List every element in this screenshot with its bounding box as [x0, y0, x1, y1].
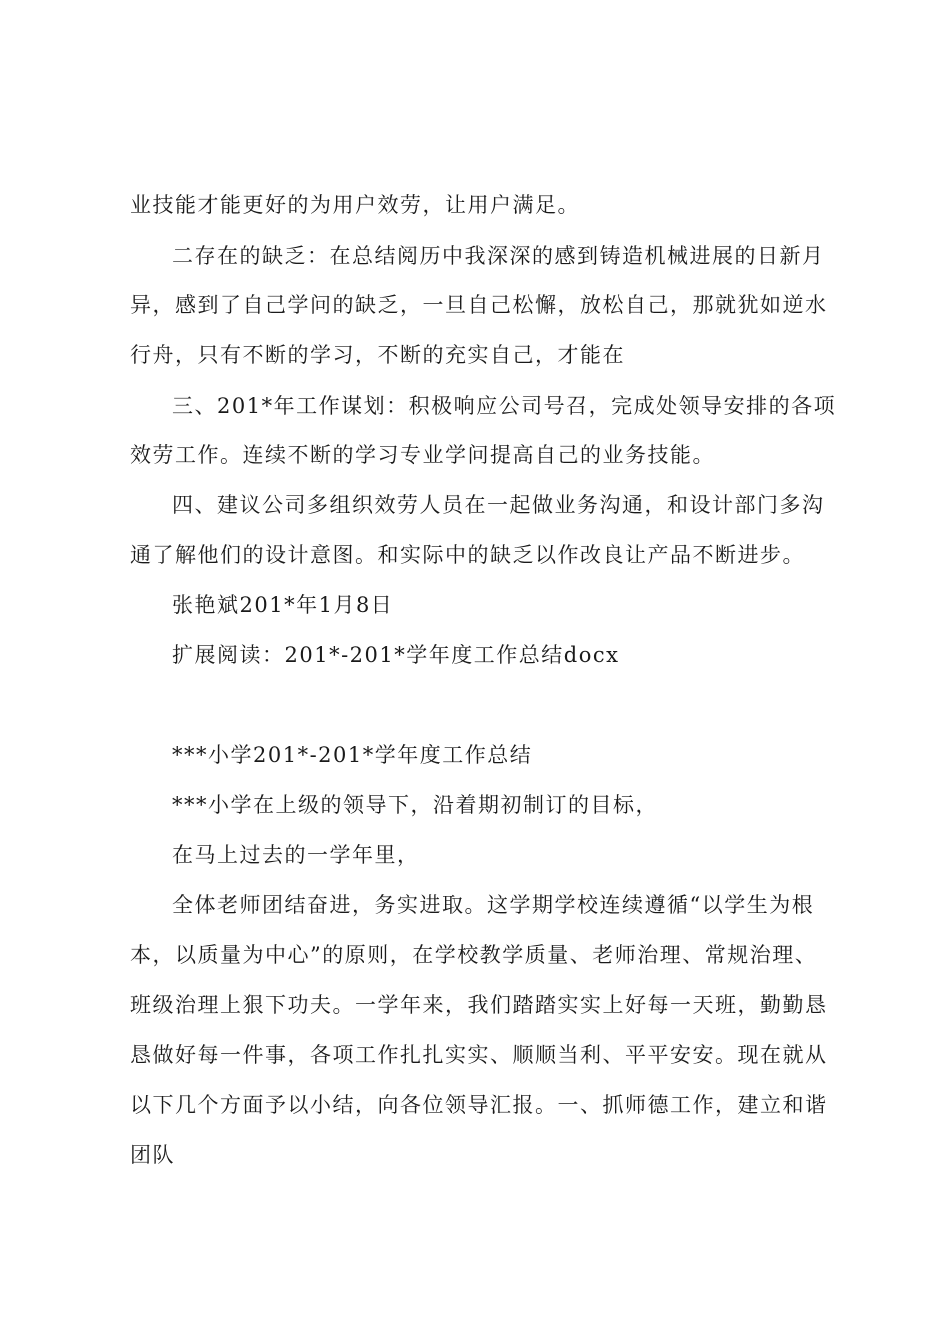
paragraph-line: 效劳工作。连续不断的学习专业学问提高自己的业务技能。 — [130, 443, 715, 467]
paragraph-line: 班级治理上狠下功夫。一学年来，我们踏踏实实上好每一天班，勤勤恳 — [130, 993, 828, 1017]
extended-reading-title: 扩展阅读：201*-201*学年度工作总结docx — [172, 643, 620, 667]
paragraph-line: 四、建议公司多组织效劳人员在一起做业务沟通，和设计部门多沟 — [172, 493, 825, 517]
paragraph-line: 异，感到了自己学问的缺乏，一旦自己松懈，放松自己，那就犹如逆水 — [130, 293, 828, 317]
paragraph-line: 恳做好每一件事，各项工作扎扎实实、顺顺当利、平平安安。现在就从 — [130, 1043, 828, 1067]
paragraph-line: 团队 — [130, 1143, 175, 1167]
paragraph-line: 全体老师团结奋进，务实进取。这学期学校连续遵循“以学生为根 — [172, 893, 815, 917]
paragraph-line: 业技能才能更好的为用户效劳，让用户满足。 — [130, 193, 580, 217]
paragraph-line: 三、201*年工作谋划：积极响应公司号召，完成处领导安排的各项 — [172, 394, 837, 418]
paragraph-line: 以下几个方面予以小结，向各位领导汇报。一、抓师德工作，建立和谐 — [130, 1093, 828, 1117]
paragraph-line: 通了解他们的设计意图。和实际中的缺乏以作改良让产品不断进步。 — [130, 543, 805, 567]
paragraph-line: 二存在的缺乏：在总结阅历中我深深的感到铸造机械进展的日新月 — [172, 244, 825, 268]
paragraph-line: 在马上过去的一学年里， — [172, 843, 420, 867]
paragraph-line: 行舟，只有不断的学习，不断的充实自己，才能在 — [130, 343, 625, 367]
paragraph-line: 本，以质量为中心”的原则，在学校教学质量、老师治理、常规治理、 — [130, 943, 818, 967]
signature-date: 张艳斌201*年1月8日 — [172, 593, 394, 617]
section-title: ***小学201*-201*学年度工作总结 — [172, 743, 533, 767]
paragraph-line: ***小学在上级的领导下，沿着期初制订的目标， — [172, 793, 658, 817]
